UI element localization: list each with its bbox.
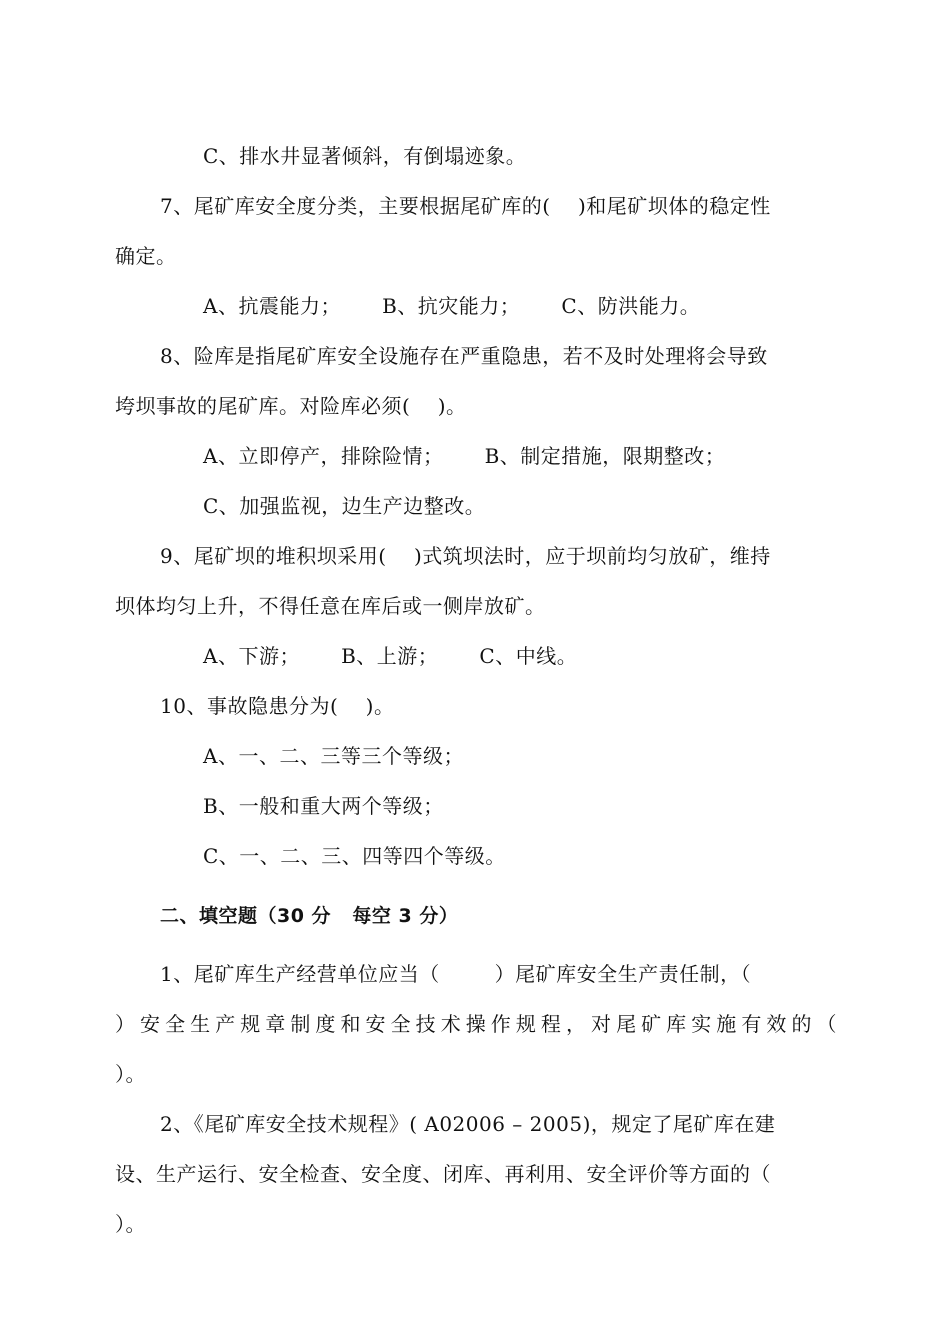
- q7-stem-line-2: 确定。: [115, 244, 177, 268]
- q8-stem-line-2: 垮坝事故的尾矿库。对险库必须( )。: [115, 394, 467, 418]
- fill1-line-2: ）安全生产规章制度和安全技术操作规程，对尾矿库实施有效的（: [115, 1012, 837, 1036]
- q8-options-ab: A、立即停产，排除险情； B、制定措施，限期整改；: [203, 444, 726, 468]
- fill2-line-3: ）。: [115, 1212, 146, 1236]
- q9-options: A、下游； B、上游； C、中线。: [203, 644, 578, 668]
- q9-stem-line-2: 坝体均匀上升，不得任意在库后或一侧岸放矿。: [115, 594, 546, 618]
- q10-option-a: A、一、二、三等三个等级；: [203, 744, 464, 768]
- fill1-line-1: 1、尾矿库生产经营单位应当（ ）尾矿库安全生产责任制，（: [160, 962, 752, 986]
- q10-option-c: C、一、二、三、四等四个等级。: [203, 844, 506, 868]
- fill2-line-1: 2、《尾矿库安全技术规程》( A02006 – 2005)，规定了尾矿库在建: [160, 1112, 776, 1136]
- q8-option-c: C、加强监视，边生产边整改。: [203, 494, 486, 518]
- q7-stem-line-1: 7、尾矿库安全度分类，主要根据尾矿库的( )和尾矿坝体的稳定性: [160, 194, 771, 218]
- fill1-line-3: ）。: [115, 1062, 146, 1086]
- q8-stem-line-1: 8、险库是指尾矿库安全设施存在严重隐患，若不及时处理将会导致: [160, 344, 768, 368]
- q10-stem: 10、事故隐患分为( )。: [160, 694, 395, 718]
- q9-stem-line-1: 9、尾矿坝的堆积坝采用( )式筑坝法时，应于坝前均匀放矿，维持: [160, 544, 771, 568]
- fill2-line-2: 设、生产运行、安全检查、安全度、闭库、再利用、安全评价等方面的（: [115, 1162, 771, 1186]
- q10-option-b: B、一般和重大两个等级；: [203, 794, 444, 818]
- section-heading-fill-in: 二、填空题（30 分 每空 3 分）: [160, 905, 459, 927]
- q7-options: A、抗震能力； B、抗灾能力； C、防洪能力。: [203, 294, 701, 318]
- q6-option-c: C、排水井显著倾斜，有倒塌迹象。: [203, 144, 527, 168]
